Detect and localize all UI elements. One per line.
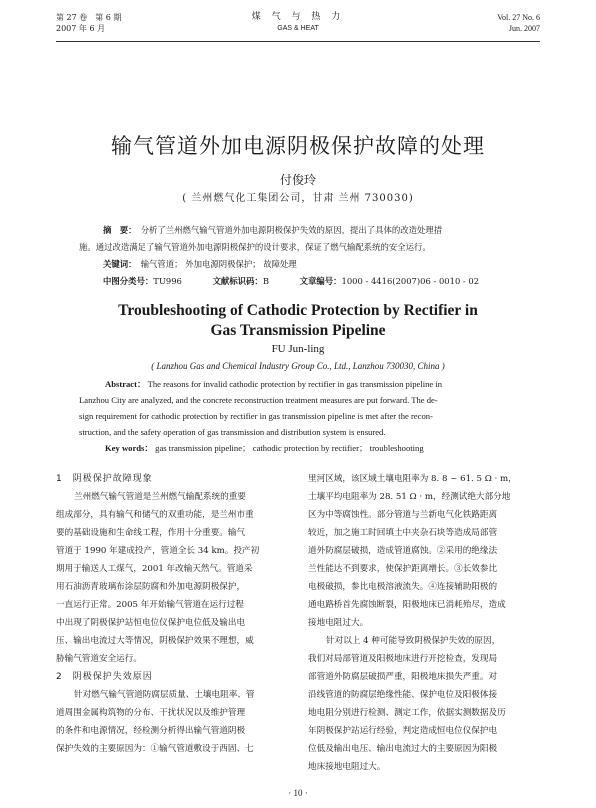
right-p2-l1: 我们对局部管道及阳极地床进行开挖检查，发现局 <box>308 654 498 664</box>
header-journal-en: GAS & HEAT <box>277 25 319 32</box>
keywords-en-label: Key words： <box>105 443 153 453</box>
sec1-l5: 用石油沥青玻璃布涂层防腐和外加电源阴极保护， <box>56 582 246 592</box>
header-date-en: Jun. 2007 <box>508 24 540 33</box>
header-date-cn: 2007 年 6 月 <box>56 24 106 33</box>
sec1-l8: 压、输出电流过大等情况，阴极保护效果不理想，威 <box>56 636 254 646</box>
abstract-cn-text1: 分析了兰州燃气输气管道外加电源阴极保护失效的原因，提出了具体的改造处理措 <box>140 225 443 235</box>
affiliation-en: ( Lanzhou Gas and Chemical Industry Group Co., Ltd., Lanzhou 730030, China ) <box>151 361 445 371</box>
doc-code-label: 文献标识码： <box>212 276 263 286</box>
right-p1-l2: 区为中等腐蚀性。部分管道与兰新电气化铁路距离 <box>308 510 498 520</box>
sec1-l2: 要的基础设施和生命线工程，作用十分重要。输气 <box>56 528 246 538</box>
body-right-column <box>308 470 540 776</box>
abstract-cn <box>79 222 519 290</box>
header-vol-no: Vol. 27 No. 6 <box>497 13 540 22</box>
sec1-l3: 管道于 1990 年建成投产，管道全长 34 km。投产初 <box>56 546 260 556</box>
title-cn: 输气管道外加电源阴极保护故障的处理 <box>111 134 485 158</box>
abstract-en-line4: struction, and the safety operation of gas transmission and distribution system is ensured. <box>79 427 386 437</box>
keywords-en-text: gas transmission pipeline； cathodic protection by rectifier； troubleshooting <box>155 443 424 453</box>
abstract-cn-label: 摘 要： <box>103 225 133 235</box>
right-p2-l3: 沿线管道的防腐层绝缘性能、保护电位及阳极体接 <box>308 690 498 700</box>
keywords-en <box>79 440 519 456</box>
right-p1-l1: 土壤平均电阻率为 28. 51 Ω · m，经测试绝大部分地 <box>308 492 511 502</box>
abstract-cn-line2 <box>79 239 519 256</box>
right-p1-l3: 较近，加之施工时回填土中夹杂石块等造成局部管 <box>308 528 498 538</box>
section-2-heading: 2 阴极保护失效原因 <box>56 672 153 682</box>
keywords-cn <box>79 256 519 273</box>
keywords-cn-text: 输气管道； 外加电源阴极保护； 故障处理 <box>140 259 297 269</box>
sec1-l1: 组成部分，具有输气和储气的双重功能，是兰州市重 <box>56 510 254 520</box>
title-en-line1: Troubleshooting of Cathodic Protection by Rectifier in <box>118 302 478 319</box>
doc-code-value: B <box>262 276 269 286</box>
right-p1-l8: 接地电阻过大。 <box>308 618 369 628</box>
header-rule <box>56 41 540 42</box>
classification-row <box>79 273 519 290</box>
right-p2-l4: 地电阻分别进行检测、测定工作，依据实测数据及历 <box>308 708 506 718</box>
right-p2-l0: 针对以上 4 种可能导致阴极保护失效的原因， <box>326 636 501 646</box>
right-p1-l5: 兰性能达不到要求，使保护距离增长。③长效参比 <box>308 564 498 574</box>
article-number-label: 文章编号： <box>299 276 342 286</box>
right-p2-l7: 地床接地电阻过大。 <box>308 762 386 772</box>
sec1-l0: 兰州燃气输气管道是兰州燃气输配系统的重要 <box>74 492 246 502</box>
abstract-en-line3: sign requirement for cathodic protection by rectifier in gas transmission pipeline is met after the recon- <box>79 411 433 421</box>
author-cn: 付俊玲 <box>279 173 316 187</box>
sec2-l1: 道周围金属构筑物的分布、干扰状况以及维护管理 <box>56 708 246 718</box>
title-en <box>0 301 596 341</box>
right-p2-l6: 位低及输出电压、输出电流过大的主要原因为阳极 <box>308 744 498 754</box>
class-number-label: 中图分类号： <box>103 276 154 286</box>
right-p1-l0: 里河区域，该区域土壤电阻率为 8. 8 ~ 61. 5 Ω · m， <box>308 474 517 484</box>
header-journal-cn: 煤 气 与 热 力 <box>251 12 345 22</box>
article-number-value: 1000 - 4416(2007)06 - 0010 - 02 <box>341 276 480 286</box>
header-volume-en <box>497 12 540 34</box>
sec1-l6: 一直运行正常。2005 年开始输气管道在运行过程 <box>56 600 244 610</box>
right-p1-l6: 电极破损，参比电极溶液流失。④连接辅助阳极的 <box>308 582 498 592</box>
sec2-l2: 的条件和电源情况，经检测分析得出输气管道阴极 <box>56 726 246 736</box>
class-number-value: TU996 <box>153 276 182 286</box>
body-left-column <box>56 470 288 758</box>
author-en: FU Jun-ling <box>271 343 325 355</box>
right-p2-l5: 年阴极保护站运行经验，判定造成恒电位仪保护电 <box>308 726 498 736</box>
abstract-cn-line1 <box>79 222 519 239</box>
sec1-l4: 期用于输送人工煤气，2001 年改输天然气。管道采 <box>56 564 253 574</box>
sec1-l9: 胁输气管道安全运行。 <box>56 654 142 664</box>
header-journal <box>56 12 540 34</box>
right-p1-l4: 道外防腐层破损，造成管道腐蚀。②采用的绝缘法 <box>308 546 498 556</box>
right-p1-l7: 通电路桥首先腐蚀断裂，阳极地床已消耗殆尽，造成 <box>308 600 506 610</box>
abstract-en-text1: The reasons for invalid cathodic protection by rectifier in gas transmission pipeline in <box>147 379 443 389</box>
abstract-en-label: Abstract： <box>105 379 146 389</box>
affiliation-cn: ( 兰州燃气化工集团公司，甘肃 兰州 730030) <box>182 193 414 204</box>
right-p2-l2: 部管道外防腐层破损严重，阳极地床损失严重。对 <box>308 672 498 682</box>
sec1-l7: 中出现了阴极保护站恒电位仪保护电位低及输出电 <box>56 618 246 628</box>
header-volume-issue: 第 27 卷 第 6 期 <box>56 13 122 22</box>
page-number: · 10 · <box>288 788 308 798</box>
abstract-cn-text2: 施。通过改造满足了输气管道外加电源阴极保护的设计要求，保证了燃气输配系统的安全运行。 <box>79 242 431 252</box>
sec2-l0: 针对燃气输气管道防腐层质量、土壤电阻率、管 <box>74 690 255 700</box>
abstract-en-line2: Lanzhou City are analyzed, and the concrete reconstruction treatment measures are put forward. The de- <box>79 395 438 405</box>
section-1-heading: 1 阴极保护故障现象 <box>56 474 153 484</box>
sec2-l3: 保护失效的主要原因为：①输气管道敷设于西固、七 <box>56 744 254 754</box>
abstract-en <box>79 376 519 456</box>
keywords-cn-label: 关键词： <box>103 259 133 269</box>
title-en-line2: Gas Transmission Pipeline <box>210 322 386 339</box>
abstract-en-line1 <box>79 376 519 392</box>
